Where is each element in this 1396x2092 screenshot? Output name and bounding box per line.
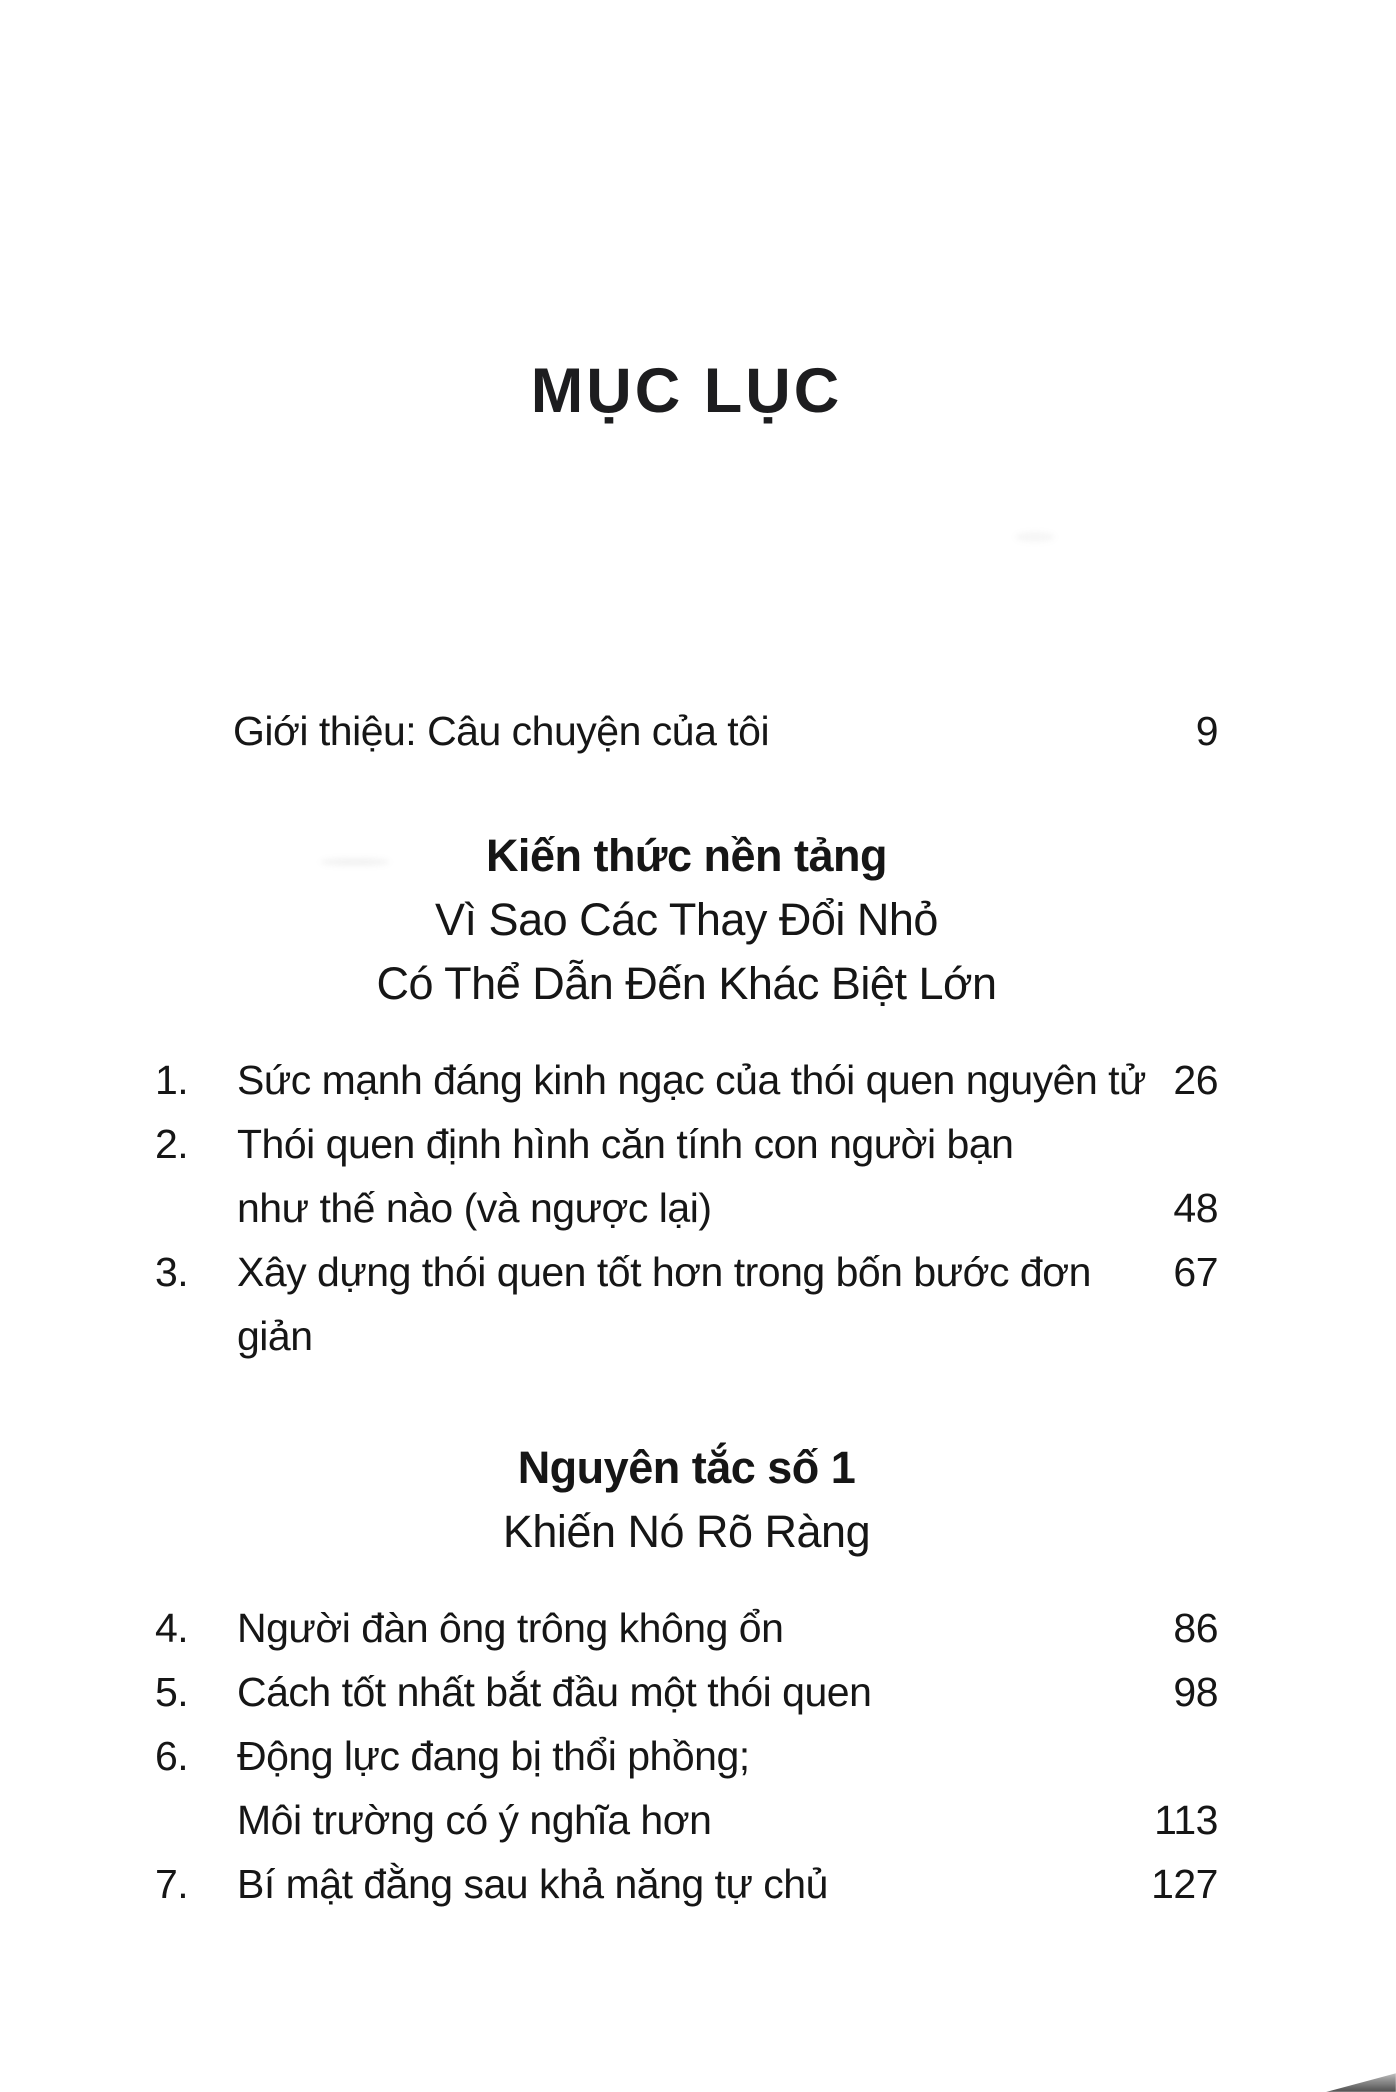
toc-section [155, 1436, 1218, 1916]
intro-row [155, 699, 1218, 763]
toc-item-row [155, 1724, 1218, 1788]
item-number: 4. [155, 1605, 189, 1651]
section-heading-title: Kiến thức nền tảng [485, 830, 888, 881]
item-title: Động lực đang bị thổi phồng; [237, 1733, 750, 1779]
item-number: 1. [155, 1057, 189, 1103]
scan-smudge [320, 858, 390, 866]
toc-item-list [155, 1596, 1218, 1916]
toc-item-row [155, 1112, 1218, 1176]
item-page-number: 48 [1173, 1185, 1218, 1231]
toc-item-row [155, 1660, 1218, 1724]
toc-item-row [155, 1852, 1218, 1916]
item-page-number: 98 [1173, 1669, 1218, 1715]
item-page-number: 113 [1154, 1797, 1218, 1843]
intro-label: Giới thiệu: Câu chuyện của tôi [233, 708, 770, 754]
item-number: 5. [155, 1669, 189, 1715]
toc-section [155, 824, 1218, 1368]
page-curl-shadow-icon [1326, 2070, 1396, 2092]
toc-item-list [155, 1048, 1218, 1368]
item-title: Cách tốt nhất bắt đầu một thói quen [237, 1669, 872, 1715]
page-title: MỤC LỤC [530, 356, 843, 426]
item-page-number: 67 [1173, 1249, 1218, 1295]
section-heading [155, 1436, 1218, 1564]
section-heading-title: Nguyên tắc số 1 [517, 1442, 856, 1493]
toc-item-row [155, 1240, 1218, 1368]
section-heading-subtitle: Có Thể Dẫn Đến Khác Biệt Lớn [376, 958, 997, 1009]
scan-smudge [1015, 532, 1055, 542]
item-number: 6. [155, 1733, 189, 1779]
item-title: Thói quen định hình căn tính con người bạn [237, 1121, 1014, 1167]
toc-item-row [155, 1176, 1218, 1240]
item-page-number: 127 [1151, 1861, 1218, 1907]
item-title: Xây dựng thói quen tốt hơn trong bốn bước đơn giản [237, 1249, 1091, 1359]
item-number: 3. [155, 1249, 189, 1295]
toc-item-row [155, 1596, 1218, 1660]
item-title: như thế nào (và ngược lại) [237, 1185, 712, 1231]
section-heading [155, 824, 1218, 1016]
section-heading-subtitle: Vì Sao Các Thay Đổi Nhỏ [435, 894, 938, 945]
toc-item-row [155, 1048, 1218, 1112]
item-page-number: 26 [1173, 1057, 1218, 1103]
item-page-number: 86 [1173, 1605, 1218, 1651]
toc-sections [155, 824, 1218, 1916]
item-title: Môi trường có ý nghĩa hơn [237, 1797, 712, 1843]
item-number: 2. [155, 1121, 189, 1167]
item-title: Sức mạnh đáng kinh ngạc của thói quen nguyên tử [237, 1057, 1146, 1103]
item-title: Người đàn ông trông không ổn [237, 1605, 784, 1651]
section-heading-subtitle: Khiến Nó Rõ Ràng [502, 1506, 871, 1557]
item-number: 7. [155, 1861, 189, 1907]
toc-item-row [155, 1788, 1218, 1852]
item-title: Bí mật đằng sau khả năng tự chủ [237, 1861, 828, 1907]
intro-page-number: 9 [1195, 708, 1218, 754]
